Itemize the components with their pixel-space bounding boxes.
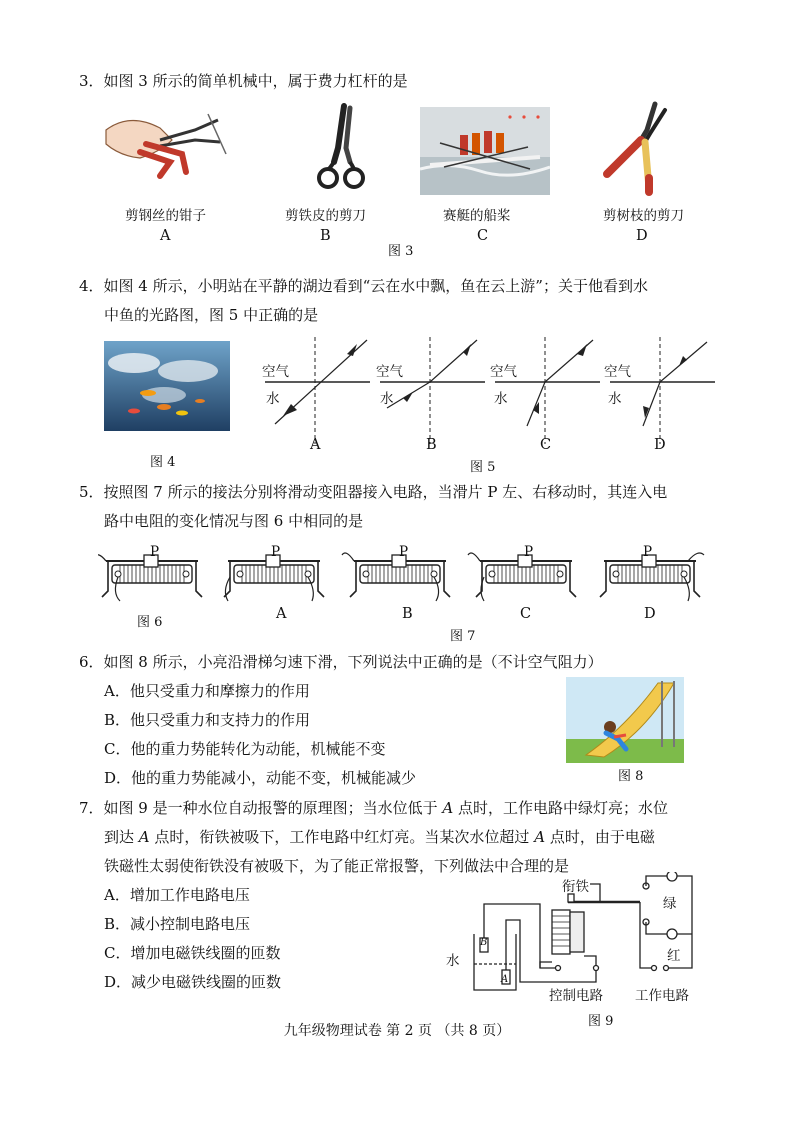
q7-option-d: D．减少电磁铁线圈的匝数 [104, 973, 282, 991]
slider-label-a: P [271, 544, 281, 560]
q5-letter-b: B [402, 606, 413, 622]
q7-option-c: C．增加电磁铁线圈的匝数 [104, 944, 281, 962]
pliers-image [100, 100, 232, 182]
figure-4-label: 图 4 [150, 455, 176, 470]
water-label-c: 水 [494, 391, 508, 407]
slider-label-d: P [643, 544, 653, 560]
lake-fish-photo [104, 341, 230, 431]
red-lamp-label: 红 [667, 948, 681, 964]
air-label-d: 空气 [604, 364, 631, 380]
q7-line1-part-b: 点时，工作电路中绿灯亮；水位 [458, 799, 669, 817]
work-circuit-label: 工作电路 [635, 988, 689, 1004]
q3-caption-b: 剪铁皮的剪刀 [285, 208, 366, 224]
question-5-line2: 路中电阻的变化情况与图 6 中相同的是 [104, 512, 364, 530]
q5-letter-d: D [644, 606, 656, 622]
q3-letter-c: C [477, 228, 489, 244]
light-path-b [380, 337, 485, 444]
rheostat-d [600, 553, 704, 601]
air-label-b: 空气 [376, 364, 403, 380]
q6-option-a: A．他只受重力和摩擦力的作用 [104, 682, 310, 700]
control-circuit-label: 控制电路 [549, 988, 603, 1004]
figure-6-label: 图 6 [137, 615, 163, 630]
q6-option-b: B．他只受重力和支持力的作用 [104, 711, 311, 729]
question-7-line1 [79, 794, 668, 823]
q7-line1-part-a: 7．如图 9 是一种水位自动报警的原理图；当水位低于 [79, 799, 438, 817]
light-path-a [265, 337, 370, 444]
tin-snips-image [310, 102, 370, 194]
figure-5-label: 图 5 [470, 460, 496, 475]
q7-line2-part-c: 点时，由于电磁 [549, 828, 655, 846]
figure-9-label: 图 9 [588, 1014, 614, 1029]
rheostat-fig6 [98, 555, 202, 601]
slider-label-fig6: P [150, 544, 160, 560]
q7-option-a: A．增加工作电路电压 [104, 886, 250, 904]
slider-label-c: P [524, 544, 534, 560]
slider-label-b: P [399, 544, 409, 560]
q7-option-b: B．减小控制电路电压 [104, 915, 251, 933]
rheostat-a [224, 555, 324, 601]
air-label-a: 空气 [262, 364, 289, 380]
light-path-diagrams [255, 332, 715, 457]
water-label-d: 水 [608, 391, 622, 407]
q6-option-d: D．他的重力势能减小，动能不变，机械能减少 [104, 769, 417, 787]
armature-label: 衔铁 [562, 879, 589, 895]
light-path-d [610, 337, 715, 444]
question-4-line2: 中鱼的光路图，图 5 中正确的是 [104, 306, 319, 324]
q4-letter-b: B [426, 437, 437, 453]
q4-letter-c: C [540, 437, 552, 453]
q3-caption-a: 剪钢丝的钳子 [125, 208, 206, 224]
rowing-photo [420, 107, 550, 195]
q3-caption-c: 赛艇的船桨 [443, 208, 511, 224]
question-7-line2 [104, 823, 655, 852]
figure-8-label: 图 8 [618, 769, 644, 784]
page-footer: 九年级物理试卷 第 2 页 （共 8 页） [283, 1023, 511, 1039]
q7-line2-part-a: 到达 [104, 828, 135, 846]
rheostat-c [468, 553, 576, 601]
air-label-c: 空气 [490, 364, 517, 380]
q3-letter-d: D [636, 228, 648, 244]
question-7-line3: 铁磁性太弱使衔铁没有被吸下，为了能正常报警，下列做法中合理的是 [104, 857, 570, 875]
pruning-shears-image [595, 100, 675, 196]
q3-caption-d: 剪树枝的剪刀 [603, 208, 684, 224]
q5-letter-c: C [520, 606, 532, 622]
light-path-c [495, 337, 600, 444]
water-label: 水 [446, 953, 460, 969]
figure-7-label: 图 7 [450, 629, 476, 644]
question-3-text: 3．如图 3 所示的简单机械中，属于费力杠杆的是 [79, 72, 408, 90]
figure-3-label: 图 3 [388, 244, 414, 259]
q4-letter-a: A [310, 437, 321, 453]
water-label-b: 水 [380, 391, 394, 407]
question-5-line1: 5．按照图 7 所示的接法分别将滑动变阻器接入电路，当滑片 P 左、右移动时，其连入电 [79, 483, 668, 501]
question-6-text: 6．如图 8 所示，小亮沿滑梯匀速下滑，下列说法中正确的是（不计空气阻力） [79, 653, 603, 671]
q7-point-a-3: A [534, 828, 546, 846]
question-4-line1: 4．如图 4 所示，小明站在平静的湖边看到“云在水中飘，鱼在云上游”；关于他看到水 [79, 277, 648, 295]
green-lamp-label: 绿 [663, 896, 677, 912]
point-b-label: B [480, 937, 488, 948]
point-a-label: A [501, 974, 509, 985]
q3-letter-a: A [160, 228, 171, 244]
rheostat-b [342, 553, 450, 601]
q7-point-a-1: A [442, 799, 454, 817]
slide-illustration [566, 677, 684, 763]
water-label-a: 水 [266, 391, 280, 407]
q4-letter-d: D [654, 437, 666, 453]
q6-option-c: C．他的重力势能转化为动能，机械能不变 [104, 740, 386, 758]
q7-point-a-2: A [138, 828, 150, 846]
q3-letter-b: B [320, 228, 331, 244]
q5-letter-a: A [276, 606, 287, 622]
q7-line2-part-b: 点时，衔铁被吸下，工作电路中红灯亮。当某次水位超过 [154, 828, 530, 846]
